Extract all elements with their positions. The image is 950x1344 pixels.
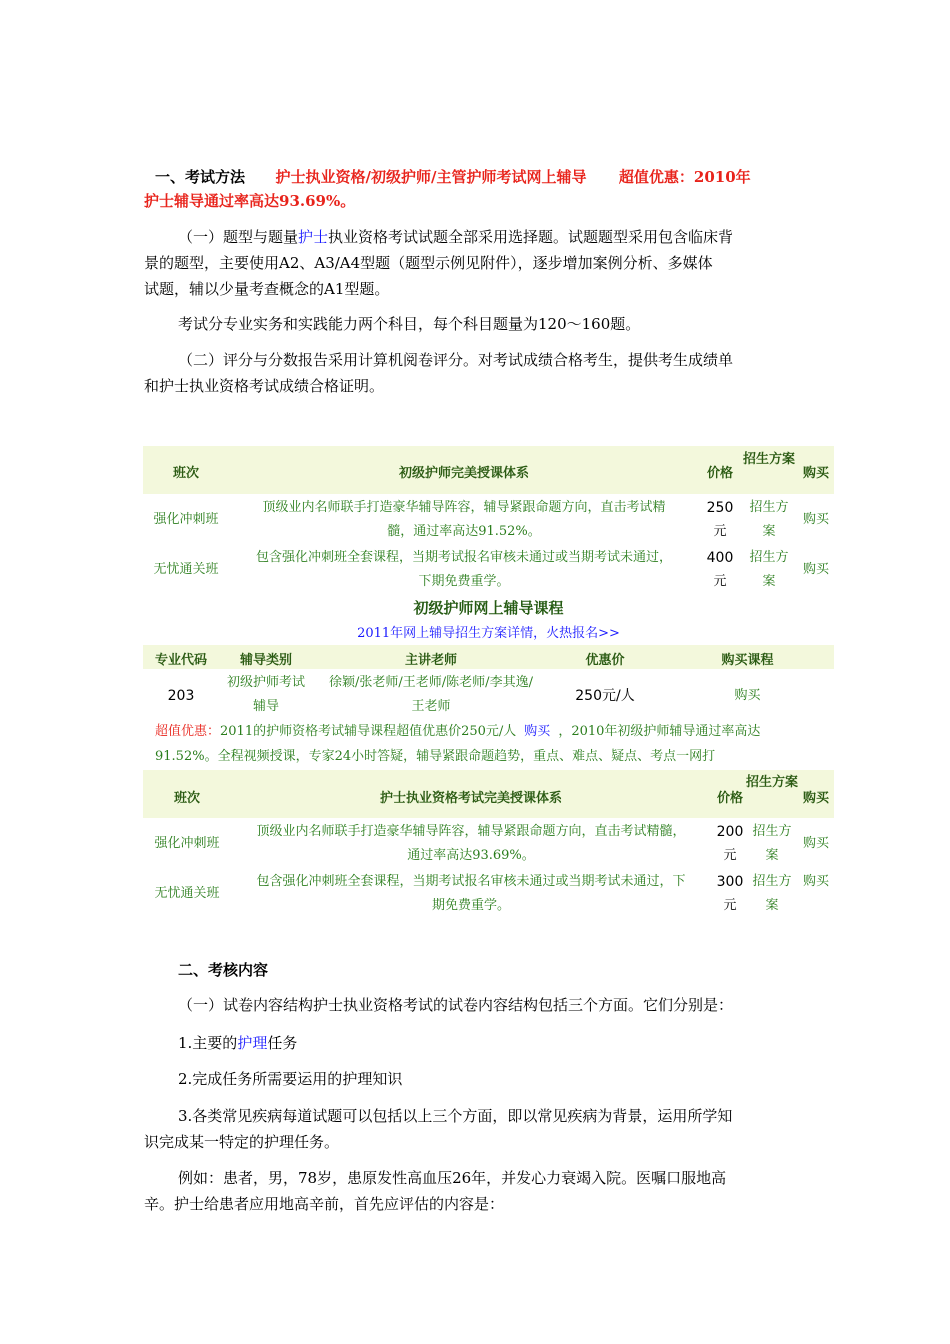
table2-row1-class: 强化冲刺班 <box>154 836 220 851</box>
table2-header-buy: 购买 <box>802 791 829 806</box>
promo-tail: 超值优惠：2010年 <box>618 168 751 186</box>
table1-row2-buy-link[interactable]: 购买 <box>802 562 829 577</box>
course-title: 初级护师网上辅导课程 <box>413 599 564 617</box>
section1-heading-row <box>155 166 815 188</box>
course-header-price: 优惠价 <box>585 653 625 668</box>
course-header-code: 专业代码 <box>154 653 207 668</box>
section1-heading: 一、考试方法 <box>155 168 246 186</box>
table2-header-system: 护士执业资格考试完美授课体系 <box>379 791 562 806</box>
section2-item2: 2.完成任务所需要运用的护理知识 <box>178 1070 403 1088</box>
course-subtitle-link[interactable]: 2011年网上辅导招生方案详情，火热报名>> <box>357 626 620 641</box>
note-green1: 2011的护师资格考试辅导课程超值优惠价250元/人 <box>220 724 517 739</box>
section2-item3: 3.各类常见疾病每道试题可以包括以上三个方面，即以常见疾病为背景，运用所学知 识完成某一特定的护理任务。 <box>144 1107 733 1151</box>
note-red: 超值优惠： <box>155 724 221 739</box>
paragraph-question-types <box>144 224 824 302</box>
nursing-link[interactable]: 护理 <box>237 1034 268 1052</box>
table1-header-system: 初级护师完美授课体系 <box>398 466 529 481</box>
nurse-link[interactable]: 护士 <box>298 228 329 246</box>
table1-header-class: 班次 <box>172 466 199 481</box>
table2-row1-buy-link[interactable]: 购买 <box>802 836 829 851</box>
table2-row2-desc: 包含强化冲刺班全套课程，当期考试报名审核未通过或当期考试未通过，下 期免费重学。 <box>256 874 686 913</box>
table2-row1-plan-link[interactable]: 招生方 案 <box>752 824 792 863</box>
section2-paragraph1: （一）试卷内容结构护士执业资格考试的试卷内容结构包括三个方面。它们分别是： <box>178 996 734 1014</box>
table2-header-plan: 招生方案 <box>746 775 799 790</box>
promo-tail-line2: 护士辅导通过率高达93.69%。 <box>144 192 356 210</box>
note-green2: ，2010年初级护师辅导通过率高达 <box>558 724 761 739</box>
table2-row2-price: 300 元 <box>716 874 744 913</box>
table2-row2-class: 无忧通关班 <box>154 886 220 901</box>
course-note <box>143 719 834 769</box>
table2-row2-buy-link[interactable]: 购买 <box>802 874 829 889</box>
p3-line2: 和护士执业资格考试成绩合格证明。 <box>144 377 385 395</box>
course-header-buy: 购买课程 <box>721 653 774 668</box>
table1-header-plan: 招生方案 <box>742 452 795 467</box>
course-price: 250元/人 <box>575 688 635 704</box>
table2-header-price: 价格 <box>716 791 743 806</box>
section2-item1: 1.主要的护理任务 <box>178 1034 298 1052</box>
table1-row2-plan-link[interactable]: 招生方 案 <box>749 550 789 589</box>
note-buy-link[interactable]: 购买 <box>524 724 551 739</box>
course-header-teacher: 主讲老师 <box>404 653 457 668</box>
table1-row1-plan-link[interactable]: 招生方 案 <box>749 500 789 539</box>
table1-header-price: 价格 <box>706 466 733 481</box>
table2-row1-desc: 顶级业内名师联手打造豪华辅导阵容，辅导紧跟命题方向，直击考试精髓， 通过率高达93.69%。 <box>256 824 686 863</box>
p1-line2: 景的题型，主要使用A2、A3/A4型题（题型示例见附件），逐步增加案例分析、多媒体 <box>144 254 713 272</box>
table2-row2-plan-link[interactable]: 招生方 案 <box>752 874 792 913</box>
paragraph-scoring <box>144 347 824 399</box>
p1-prefix: （一）题型与题量 <box>178 228 299 246</box>
table1-row1-buy-link[interactable]: 购买 <box>802 512 829 527</box>
section2-heading: 二、考核内容 <box>178 961 269 979</box>
course-code: 203 <box>167 688 195 704</box>
table1-header-buy: 购买 <box>802 466 829 481</box>
course-header-type: 辅导类别 <box>239 653 292 668</box>
table2-row1-price: 200 元 <box>716 824 744 863</box>
table1-row1-class: 强化冲刺班 <box>153 512 219 527</box>
table2-header-class: 班次 <box>173 791 200 806</box>
section2-example: 例如：患者，男，78岁，患原发性高血压26年，并发心力衰竭入院。医嘱口服地高 辛。护士给患者应用地高辛前，首先应评估的内容是： <box>144 1169 727 1213</box>
paragraph-subjects: 考试分专业实务和实践能力两个科目，每个科目题量为120～160题。 <box>178 315 641 333</box>
table1-row2-desc: 包含强化冲刺班全套课程，当期考试报名审核未通过或当期考试未通过， 下期免费重学。 <box>255 550 672 589</box>
table1-row1-price: 250 元 <box>706 500 734 539</box>
p1-line3: 试题，辅以少量考查概念的A1型题。 <box>144 280 390 298</box>
course-type: 初级护师考试 辅导 <box>226 675 305 714</box>
course-teachers: 徐颖/张老师/王老师/陈老师/李其逸/ 王老师 <box>329 675 533 714</box>
table1-row2-class: 无忧通关班 <box>153 562 219 577</box>
p1-rest: 执业资格考试试题全部采用选择题。试题题型采用包含临床背 <box>328 228 734 246</box>
table1-row1-desc: 顶级业内名师联手打造豪华辅导阵容，辅导紧跟命题方向，直击考试精 髓，通过率高达91.52%。 <box>262 500 666 539</box>
note-line2: 91.52%。全程视频授课，专家24小时答疑，辅导紧跟命题趋势，重点、难点、疑点、考点一网打 <box>155 749 716 764</box>
p3-line1: （二）评分与分数报告采用计算机阅卷评分。对考试成绩合格考生，提供考生成绩单 <box>178 351 734 369</box>
promo-link[interactable]: 护士执业资格/初级护师/主管护师考试网上辅导 <box>275 168 587 186</box>
course-buy-link[interactable]: 购买 <box>734 688 761 703</box>
table1-row2-price: 400 元 <box>706 550 734 589</box>
